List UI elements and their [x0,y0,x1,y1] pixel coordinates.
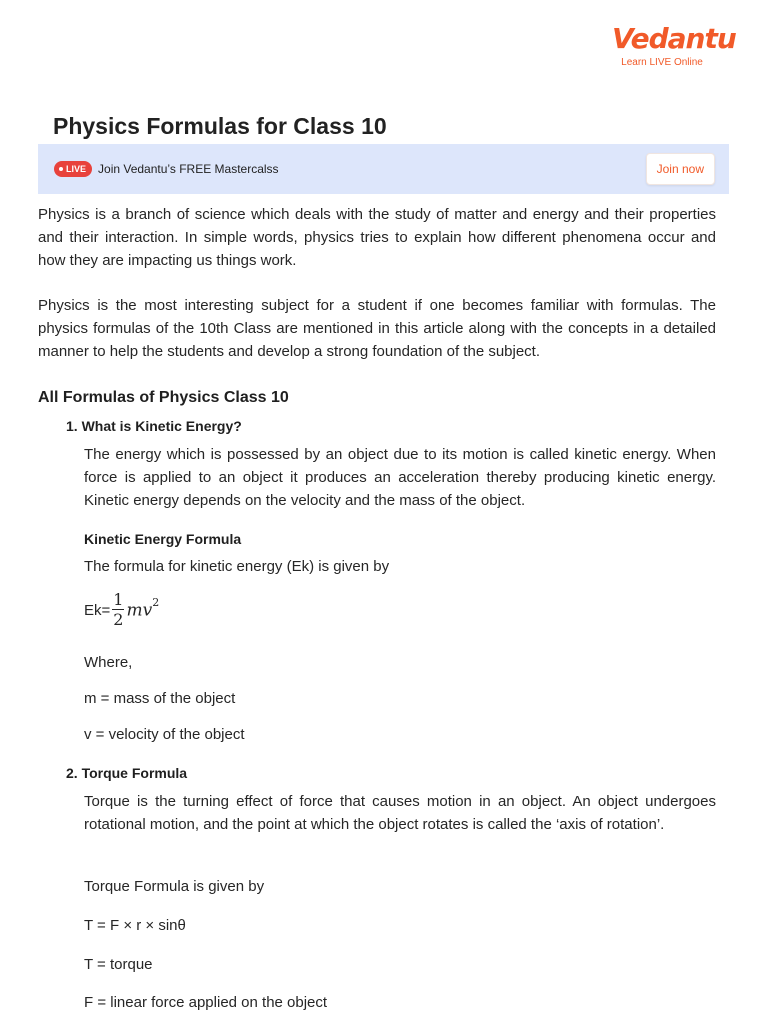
formula-rhs [126,596,160,621]
item-2-description: Torque is the turning effect of force that causes motion in an object. An object undergoes rotational motion, and the point at which the object rotates is called the ‘axis of rotation’. [84,793,716,833]
torque-formula: T = F × r × sinθ [84,917,186,934]
item-2-definition-t: T = torque [84,956,153,973]
item-1-subheading: Kinetic Energy Formula [84,531,242,547]
kinetic-energy-formula [84,591,159,629]
vedantu-logo[interactable] [612,22,736,69]
page-title: Physics Formulas for Class 10 [53,113,387,139]
item-1-description: The energy which is possessed by an object due to its motion is called kinetic energy. When force is applied to an object it produces an acceleration thereby producing kinetic energy. Kinetic energy depends on the velocity and the mass of the object. [84,446,716,509]
formula-fraction [112,591,124,629]
formula-exponent: 2 [152,596,160,610]
logo-wordmark: Vedantu [612,22,736,55]
join-now-button[interactable]: Join now [646,153,715,185]
formula-variables: mv [126,600,153,621]
item-1-heading: 1. What is Kinetic Energy? [66,418,242,434]
item-2-heading: 2. Torque Formula [66,765,188,781]
formula-denominator: 2 [113,610,124,629]
formula-lhs: Ek= [84,601,111,619]
formula-numerator: 1 [113,590,124,609]
banner-text: Join Vedantu’s FREE Mastercalss [98,162,279,176]
item-2-formula-intro: Torque Formula is given by [84,878,265,895]
masterclass-banner [38,144,729,194]
live-dot-icon [59,167,63,171]
section-heading: All Formulas of Physics Class 10 [38,389,289,406]
item-1-definition-m: m = mass of the object [84,690,236,707]
item-1-formula-intro: The formula for kinetic energy (Ek) is given by [84,558,390,575]
live-badge-label: LIVE [66,164,87,174]
live-badge [54,161,92,177]
item-2-definition-f: F = linear force applied on the object [84,994,328,1011]
item-1-where: Where, [84,654,133,671]
item-1-definition-v: v = velocity of the object [84,726,245,743]
intro-paragraph-2: Physics is the most interesting subject for a student if one becomes familiar with formulas. The physics formulas of the 10th Class are mentioned in this article along with the concepts in a detailed manner to help the students and develop a strong foundation of the subject. [38,297,716,360]
logo-tagline: Learn LIVE Online [621,57,703,68]
intro-paragraph-1: Physics is a branch of science which deals with the study of matter and energy and their properties and their interaction. In simple words, physics tries to explain how different phenomena occur and how they are impacting us things work. [38,206,716,269]
